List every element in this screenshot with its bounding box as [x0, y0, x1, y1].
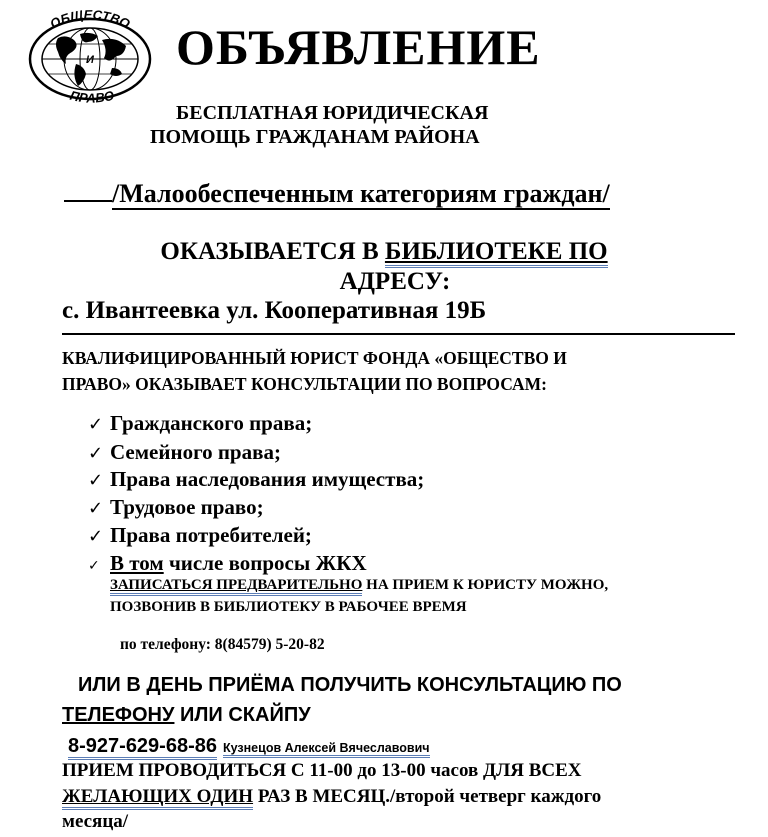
remote-consult-line-1: ИЛИ В ДЕНЬ ПРИЁМА ПОЛУЧИТЬ КОНСУЛЬТАЦИЮ ПО — [78, 674, 622, 696]
checkmark-icon: ✓ — [88, 558, 100, 574]
library-address: с. Ивантеевка ул. Кооперативная 19Б — [62, 297, 487, 324]
list-item-label: Гражданского права; — [110, 411, 313, 435]
list-item — [88, 495, 264, 520]
subtitle-line-1: БЕСПЛАТНАЯ ЮРИДИЧЕСКАЯ — [176, 102, 489, 124]
list-item-label-underlined: В том — [110, 551, 164, 575]
schedule-line-2 — [62, 786, 601, 808]
provided-library: БИБЛИОТЕКЕ ПО — [385, 238, 608, 268]
logo-bottom-text: ПРАВО — [68, 87, 116, 106]
checkmark-icon: ✓ — [88, 470, 104, 491]
subtitle-line-2: ПОМОЩЬ ГРАЖДАНАМ РАЙОНА — [150, 126, 480, 148]
library-phone: по телефону: 8(84579) 5-20-82 — [120, 636, 325, 653]
remote-phone-underlined: ТЕЛЕФОНУ — [62, 704, 175, 726]
provided-at-line-1 — [0, 238, 768, 266]
logo-top-text: ОБЩЕСТВО — [47, 6, 133, 32]
list-item-label: числе вопросы ЖКХ — [163, 551, 367, 575]
list-item — [88, 551, 367, 576]
schedule-line-1: ПРИЕМ ПРОВОДИТЬСЯ С 11-00 до 13-00 часов ДЛЯ ВСЕХ — [62, 760, 582, 781]
schedule-underlined: ЖЕЛАЮЩИХ ОДИН — [62, 786, 253, 810]
list-item — [88, 523, 312, 548]
checkmark-icon: ✓ — [88, 526, 104, 547]
signup-underlined: ЗАПИСАТЬСЯ ПРЕДВАРИТЕЛЬНО — [110, 577, 362, 596]
list-item-label: Трудовое право; — [110, 495, 264, 519]
remote-rest: ИЛИ СКАЙПУ — [174, 704, 311, 726]
list-item — [88, 411, 312, 436]
category-text: /Малообеспеченным категориям граждан/ — [112, 179, 610, 208]
horizontal-rule — [62, 333, 735, 335]
list-item — [88, 440, 281, 465]
lawyer-phone-number: 8-927-629-68-86 — [68, 735, 217, 760]
category-lead-line — [64, 178, 112, 202]
list-item-label: Семейного права; — [110, 440, 281, 464]
target-category — [64, 178, 610, 209]
logo-middle-text: И — [86, 54, 94, 66]
schedule-line-3: месяца/ — [62, 811, 129, 832]
lawyer-name: Кузнецов Алексей Вячеславович — [223, 741, 430, 758]
checkmark-icon: ✓ — [88, 414, 104, 435]
schedule-rest: РАЗ В МЕСЯЦ./второй четверг каждого — [253, 786, 602, 807]
provided-prefix: ОКАЗЫВАЕТСЯ В — [160, 238, 385, 265]
signup-line-1 — [110, 577, 608, 594]
list-item — [88, 467, 424, 492]
consultation-intro-line-2: ПРАВО» ОКАЗЫВАЕТ КОНСУЛЬТАЦИИ ПО ВОПРОСАМ: — [62, 374, 547, 394]
consultation-intro-line-1: КВАЛИФИЦИРОВАННЫЙ ЮРИСТ ФОНДА «ОБЩЕСТВО И — [62, 348, 567, 368]
society-and-law-logo — [20, 4, 160, 110]
list-item-label: Права наследования имущества; — [110, 467, 425, 491]
checkmark-icon: ✓ — [88, 443, 104, 464]
checkmark-icon: ✓ — [88, 498, 104, 519]
signup-rest: НА ПРИЕМ К ЮРИСТУ МОЖНО, — [362, 577, 609, 593]
remote-consult-line-2 — [62, 704, 311, 727]
lawyer-contact — [68, 735, 430, 758]
provided-at-line-2: АДРЕСУ: — [339, 268, 451, 295]
signup-line-2: ПОЗВОНИВ В БИБЛИОТЕКУ В РАБОЧЕЕ ВРЕМЯ — [110, 599, 467, 615]
announcement-title: ОБЪЯВЛЕНИЕ — [176, 19, 541, 75]
list-item-label: Права потребителей; — [110, 523, 312, 547]
